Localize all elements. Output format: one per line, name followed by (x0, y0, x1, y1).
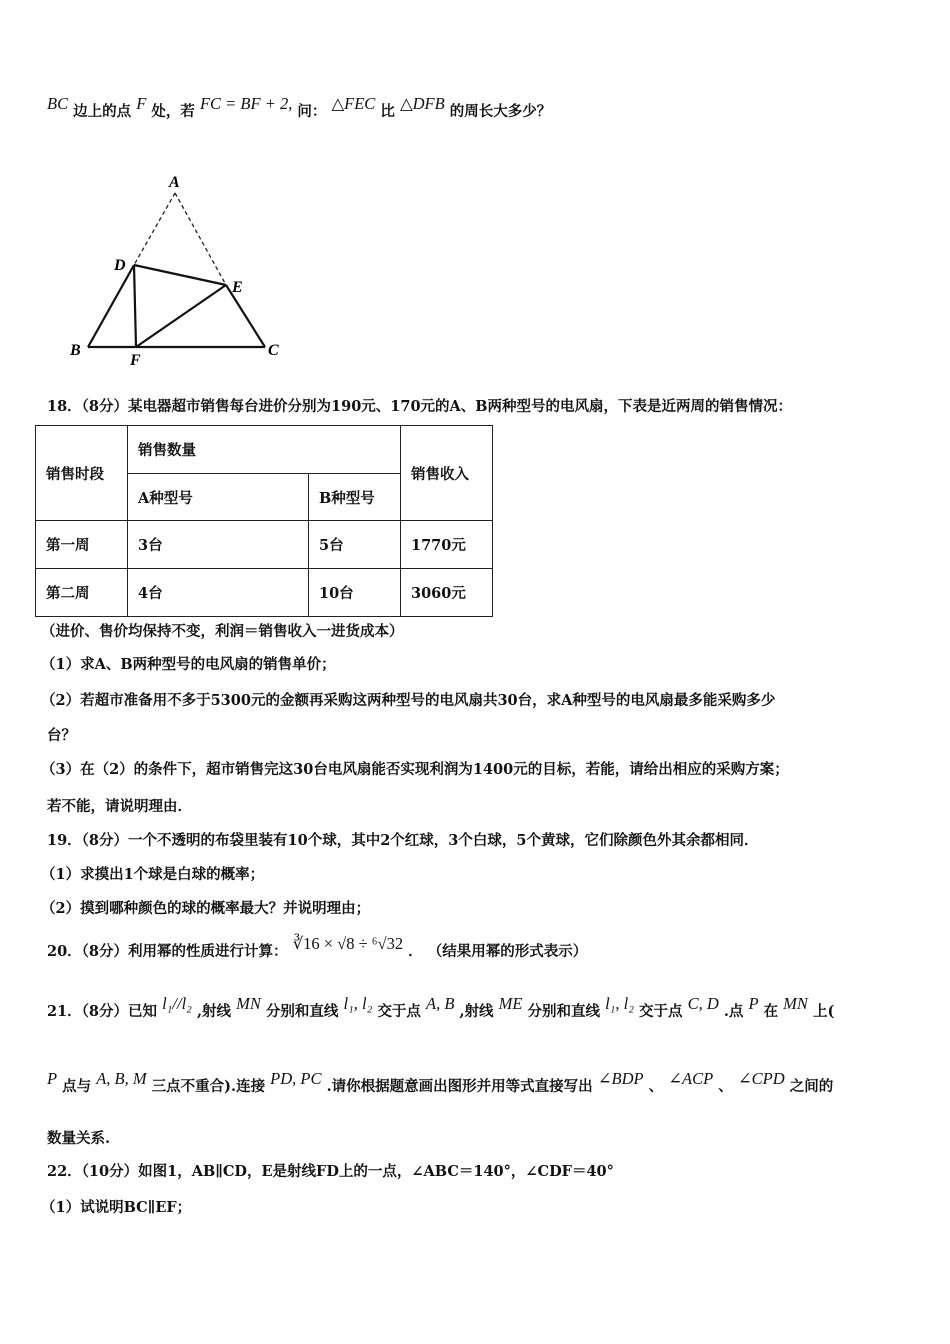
q20-dot: ． (408, 943, 423, 960)
q19-part2: （2）摸到哪种颜色的球的概率最大？并说明理由； (41, 900, 371, 917)
q18-part3: （3）在（2）的条件下，超市销售完这30台电风扇能否实现利润为1400元的目标，若能，请给出相应的采购方案； (41, 761, 789, 778)
math-points-cd: C, D (687, 994, 719, 1013)
segment-df (134, 265, 136, 347)
q21-text: 之间的 (789, 1078, 834, 1095)
cell-type-b: 10台 (309, 569, 401, 617)
q17-text: 边上的点 (73, 103, 132, 120)
q22-part1: （1）试说明BC∥EF； (41, 1199, 192, 1216)
q21-text: 交于点 (377, 1003, 421, 1020)
q21-text: 交于点 (639, 1003, 683, 1020)
q21-text: 、 (648, 1078, 664, 1095)
math-triangle-dfb: △DFB (399, 94, 445, 113)
cell-income: 1770元 (401, 521, 493, 569)
math-angle-acp: ∠ACP (668, 1069, 714, 1088)
label-a: A (169, 174, 180, 191)
q17-question-line (47, 94, 552, 121)
math-angle-bdp: ∠BDP (597, 1069, 644, 1088)
header-period: 销售时段 (36, 426, 128, 521)
math-points-ab: A, B (426, 994, 455, 1013)
q21-line3: 数量关系. (47, 1130, 111, 1147)
sales-table (35, 425, 493, 617)
q18-part2: （2）若超市准备用不多于5300元的金额再采购这两种型号的电风扇共30台，求A种型号的电风扇最多能采购多少 (41, 692, 776, 709)
math-equation: FC = BF + 2, (199, 94, 293, 113)
math-p: P (47, 1069, 58, 1088)
dashed-line-ad (134, 193, 175, 265)
math-angle-cpd: ∠CPD (737, 1069, 785, 1088)
math-bc: BC (47, 94, 69, 113)
label-c: C (268, 342, 279, 359)
q21-text: 分别和直线 (265, 1003, 339, 1020)
header-quantity: 销售数量 (128, 426, 401, 474)
q20-line (47, 934, 588, 961)
q17-text: 处，若 (151, 103, 195, 120)
math-me: ME (498, 994, 523, 1013)
cell-period: 第二周 (36, 569, 128, 617)
math-radical-expression: ∛16 × √8 ÷ ⁶√32 (292, 934, 404, 953)
math-triangle-fec: △FEC (331, 94, 376, 113)
table-row (36, 521, 493, 569)
math-pd-pc: PD, PC (270, 1069, 322, 1088)
q18-part2-cont: 台？ (47, 727, 76, 744)
math-lines: l₁, l₂ (605, 994, 634, 1013)
q17-text: 比 (380, 103, 395, 120)
q18-note: （进价、售价均保持不变，利润＝销售收入一进货成本） (41, 623, 404, 640)
label-f: F (130, 352, 141, 369)
label-e: E (232, 279, 243, 296)
table-row (36, 569, 493, 617)
label-b: B (70, 342, 81, 359)
cell-type-b: 5台 (309, 521, 401, 569)
q21-text: ,射线 (459, 1003, 494, 1020)
q21-text: ,射线 (196, 1003, 232, 1020)
q22-intro: 22．（10分）如图1，AB∥CD，E是射线FD上的一点，∠ABC＝140°，∠CDF＝40° (47, 1163, 614, 1180)
q21-text: 在 (763, 1003, 779, 1020)
header-income: 销售收入 (401, 426, 493, 521)
cell-period: 第一周 (36, 521, 128, 569)
q21-text: .请你根据题意画出图形并用等式直接写出 (326, 1078, 593, 1095)
segment-fe (136, 285, 226, 347)
header-type-a: A种型号 (128, 474, 309, 521)
q21-text: 三点不重合).连接 (151, 1078, 266, 1095)
dashed-line-ae (175, 193, 226, 285)
segment-bd (88, 265, 134, 347)
q21-line2 (47, 1069, 834, 1096)
q21-line1 (47, 994, 835, 1021)
label-d: D (114, 257, 126, 274)
q19-intro: 19．（8分）一个不透明的布袋里装有10个球，其中2个红球，3个白球，5个黄球，它们除颜色外其余都相同． (47, 832, 759, 849)
segment-de (134, 265, 226, 285)
q21-text: 上( (812, 1003, 835, 1020)
math-mn: MN (236, 994, 261, 1013)
q17-text: 问： (297, 103, 327, 120)
q21-text: 点与 (62, 1078, 92, 1095)
q18-intro: 18．（8分）某电器超市销售每台进价分别为190元、170元的A、B两种型号的电风扇，下表是近两周的销售情况： (47, 398, 793, 415)
q19-part1: （1）求摸出1个球是白球的概率； (41, 866, 265, 883)
triangle-figure (50, 165, 310, 380)
q20-intro: 20．（8分）利用幂的性质进行计算： (47, 943, 288, 960)
math-f: F (136, 94, 147, 113)
q18-part1: （1）求A、B两种型号的电风扇的销售单价； (41, 656, 336, 673)
cell-type-a: 3台 (128, 521, 309, 569)
math-lines: l₁, l₂ (343, 994, 373, 1013)
q21-text: .点 (723, 1003, 744, 1020)
cell-income: 3060元 (401, 569, 493, 617)
q21-text: 、 (718, 1078, 733, 1095)
q20-tail: （结果用幂的形式表示） (427, 943, 588, 960)
math-mn: MN (783, 994, 808, 1013)
q21-text: 21．（8分）已知 (47, 1003, 158, 1020)
q18-part3-cont: 若不能，请说明理由． (47, 798, 192, 815)
q21-text: 分别和直线 (527, 1003, 600, 1020)
q17-text: 的周长大多少？ (449, 103, 552, 120)
cell-type-a: 4台 (128, 569, 309, 617)
math-p: P (748, 994, 759, 1013)
header-type-b: B种型号 (309, 474, 401, 521)
math-parallel-lines: l₁//l₂ (162, 994, 192, 1013)
math-points-abm: A, B, M (96, 1069, 147, 1088)
